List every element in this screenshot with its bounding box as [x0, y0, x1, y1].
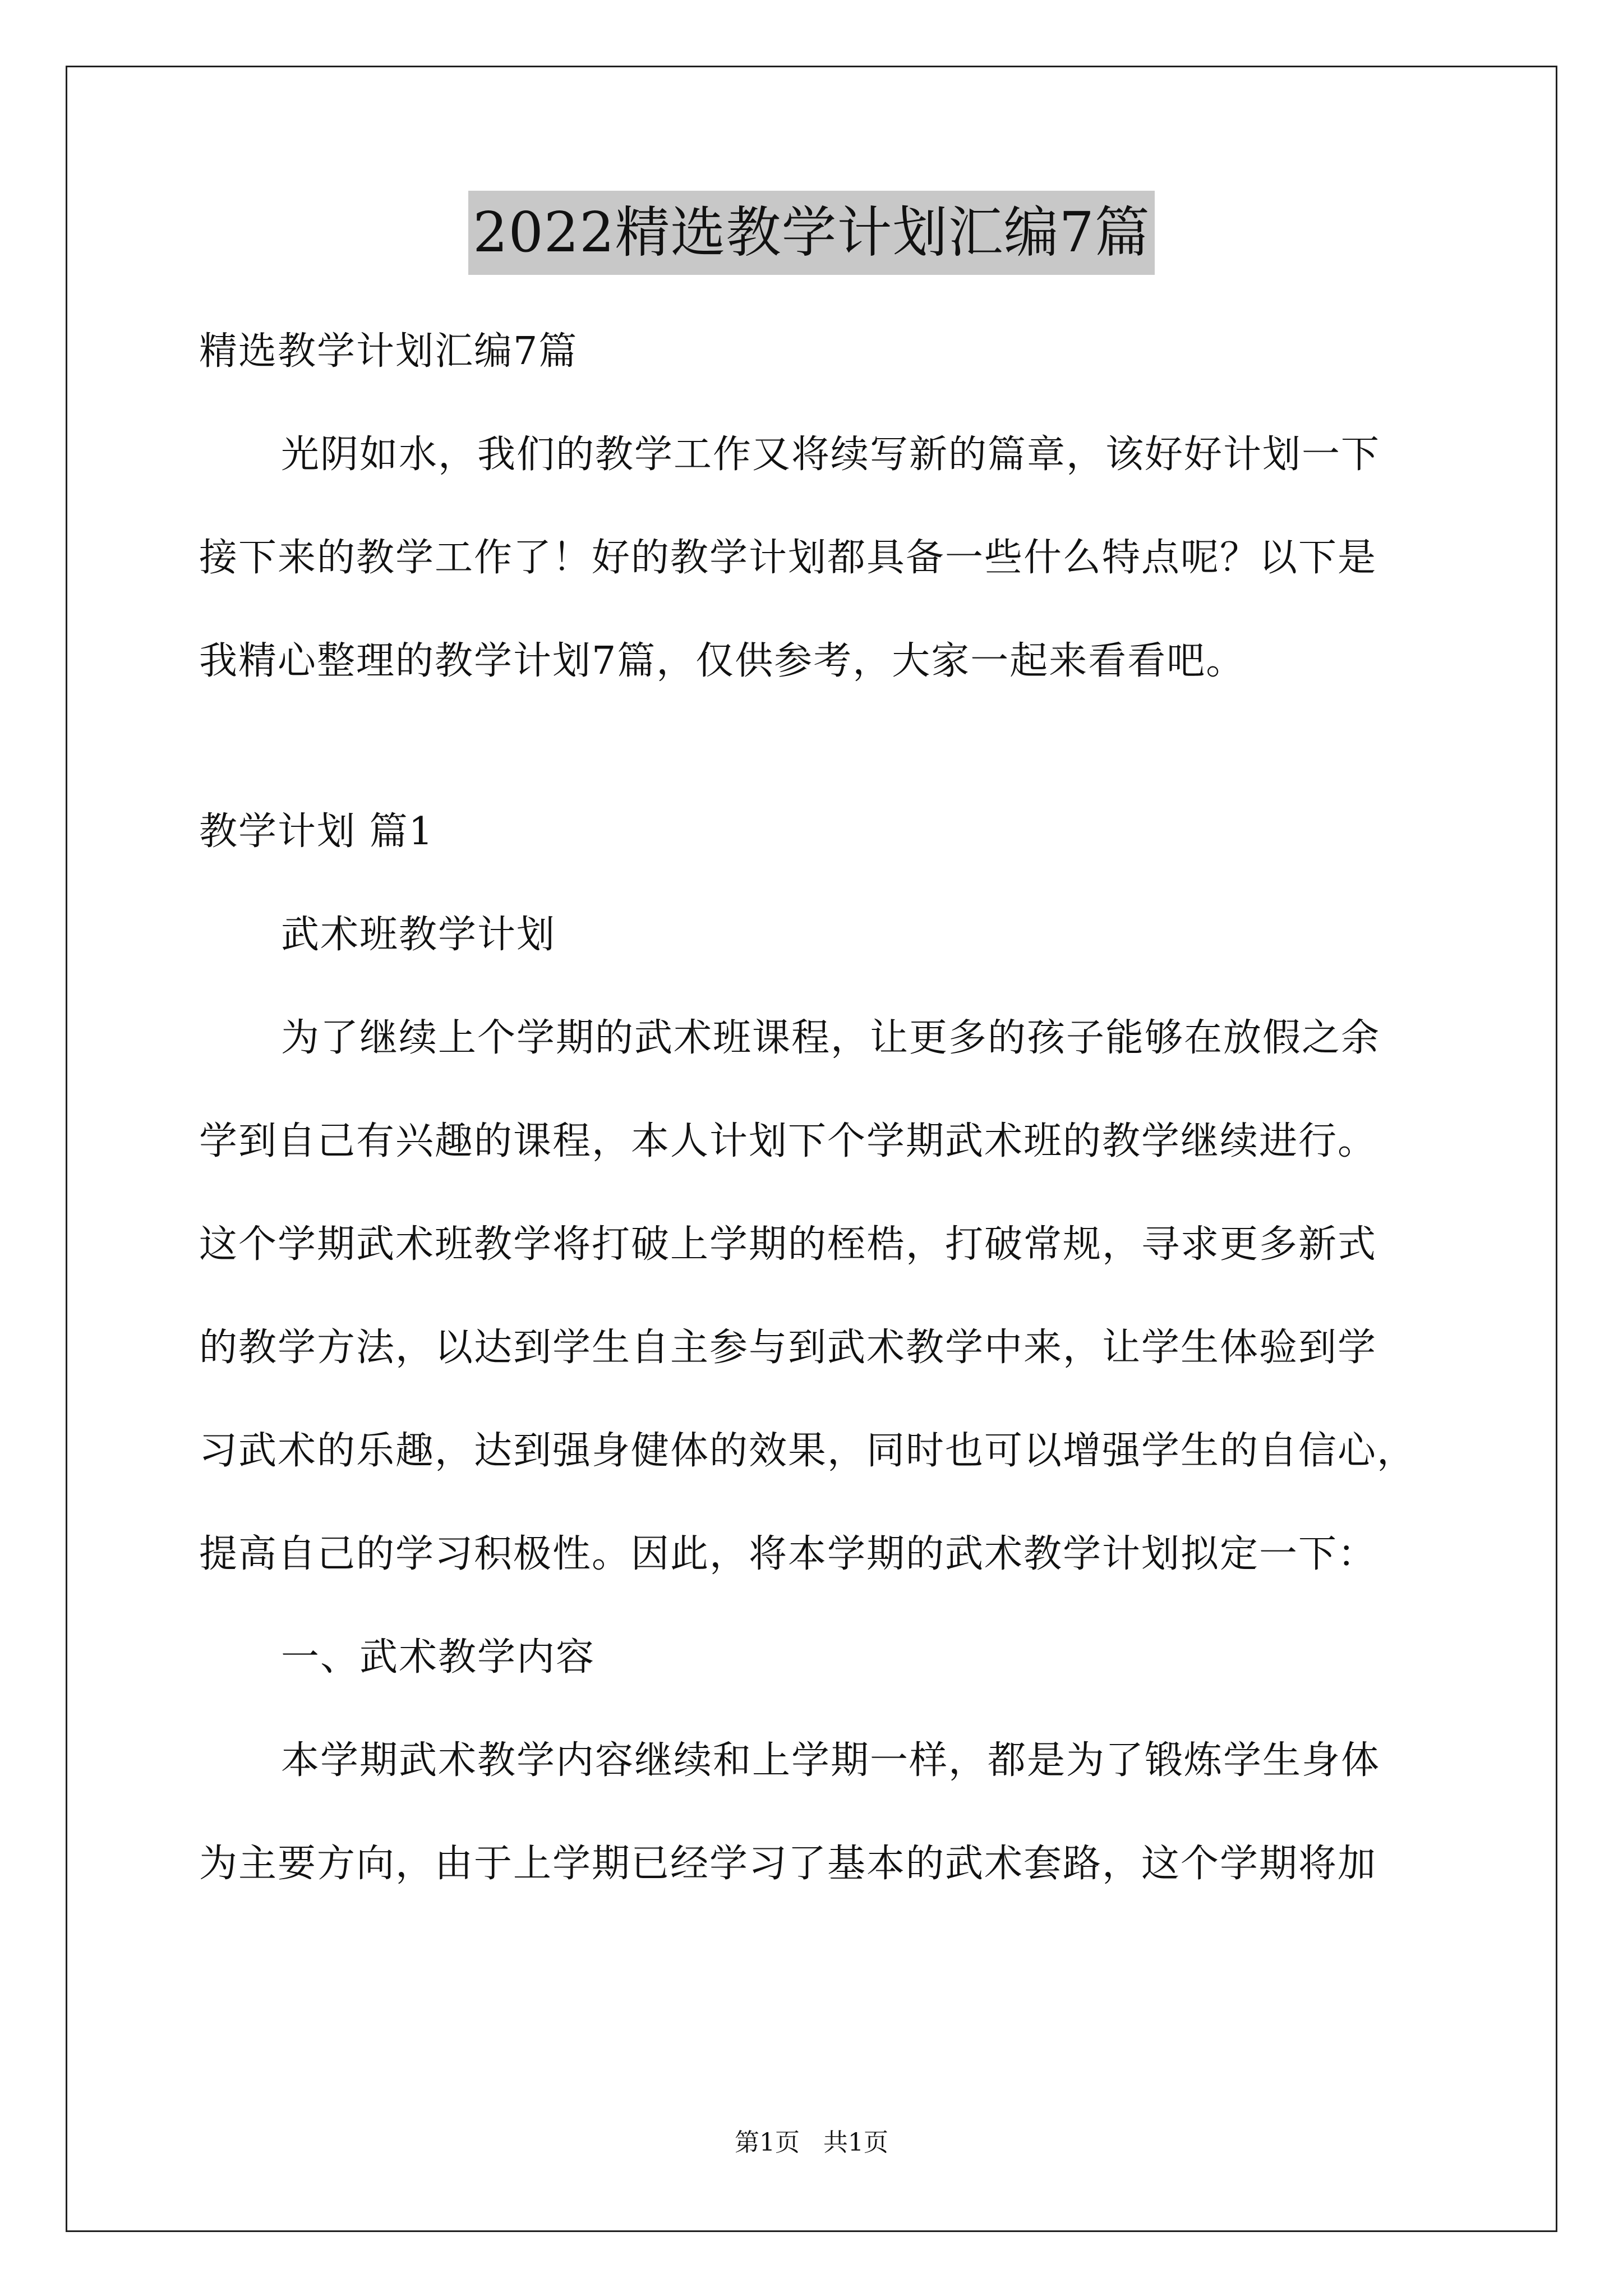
section-subheading: 武术班教学计划 [281, 913, 556, 957]
paragraph-line: 为主要方向，由于上学期已经学习了基本的武术套路，这个学期将加 [199, 1842, 1377, 1886]
item-heading: 一、武术教学内容 [281, 1635, 596, 1680]
document-subtitle: 精选教学计划汇编7篇 [199, 329, 578, 374]
paragraph-line: 本学期武术教学内容继续和上学期一样，都是为了锻炼学生身体 [281, 1738, 1381, 1783]
paragraph-gap [199, 713, 1450, 780]
paragraph-line: 的教学方法，以达到学生自主参与到武术教学中来，让学生体验到学 [199, 1326, 1377, 1370]
page-footer: 第1页 共1页 [735, 2128, 888, 2157]
paragraph-line: 这个学期武术班教学将打破上学期的桎梏，打破常规，寻求更多新式 [199, 1222, 1377, 1267]
document-title: 2022精选教学计划汇编7篇 [468, 191, 1155, 275]
paragraph-line: 学到自己有兴趣的课程，本人计划下个学期武术班的教学继续进行。 [199, 1119, 1377, 1163]
paragraph-line: 提高自己的学习积极性。因此，将本学期的武术教学计划拟定一下： [199, 1532, 1377, 1576]
title-container [0, 191, 1623, 275]
paragraph-line: 为了继续上个学期的武术班课程，让更多的孩子能够在放假之余 [281, 1016, 1381, 1060]
paragraph-line: 习武术的乐趣，达到强身健体的效果，同时也可以增强学生的自信心， [199, 1429, 1417, 1473]
intro-line: 接下来的教学工作了！好的教学计划都具备一些什么特点呢？以下是 [199, 536, 1377, 580]
section-heading: 教学计划 篇1 [199, 809, 434, 854]
intro-line: 我精心整理的教学计划7篇，仅供参考，大家一起来看看吧。 [199, 639, 1246, 683]
document-body [199, 300, 1450, 1916]
intro-line: 光阴如水，我们的教学工作又将续写新的篇章，该好好计划一下 [281, 432, 1381, 477]
